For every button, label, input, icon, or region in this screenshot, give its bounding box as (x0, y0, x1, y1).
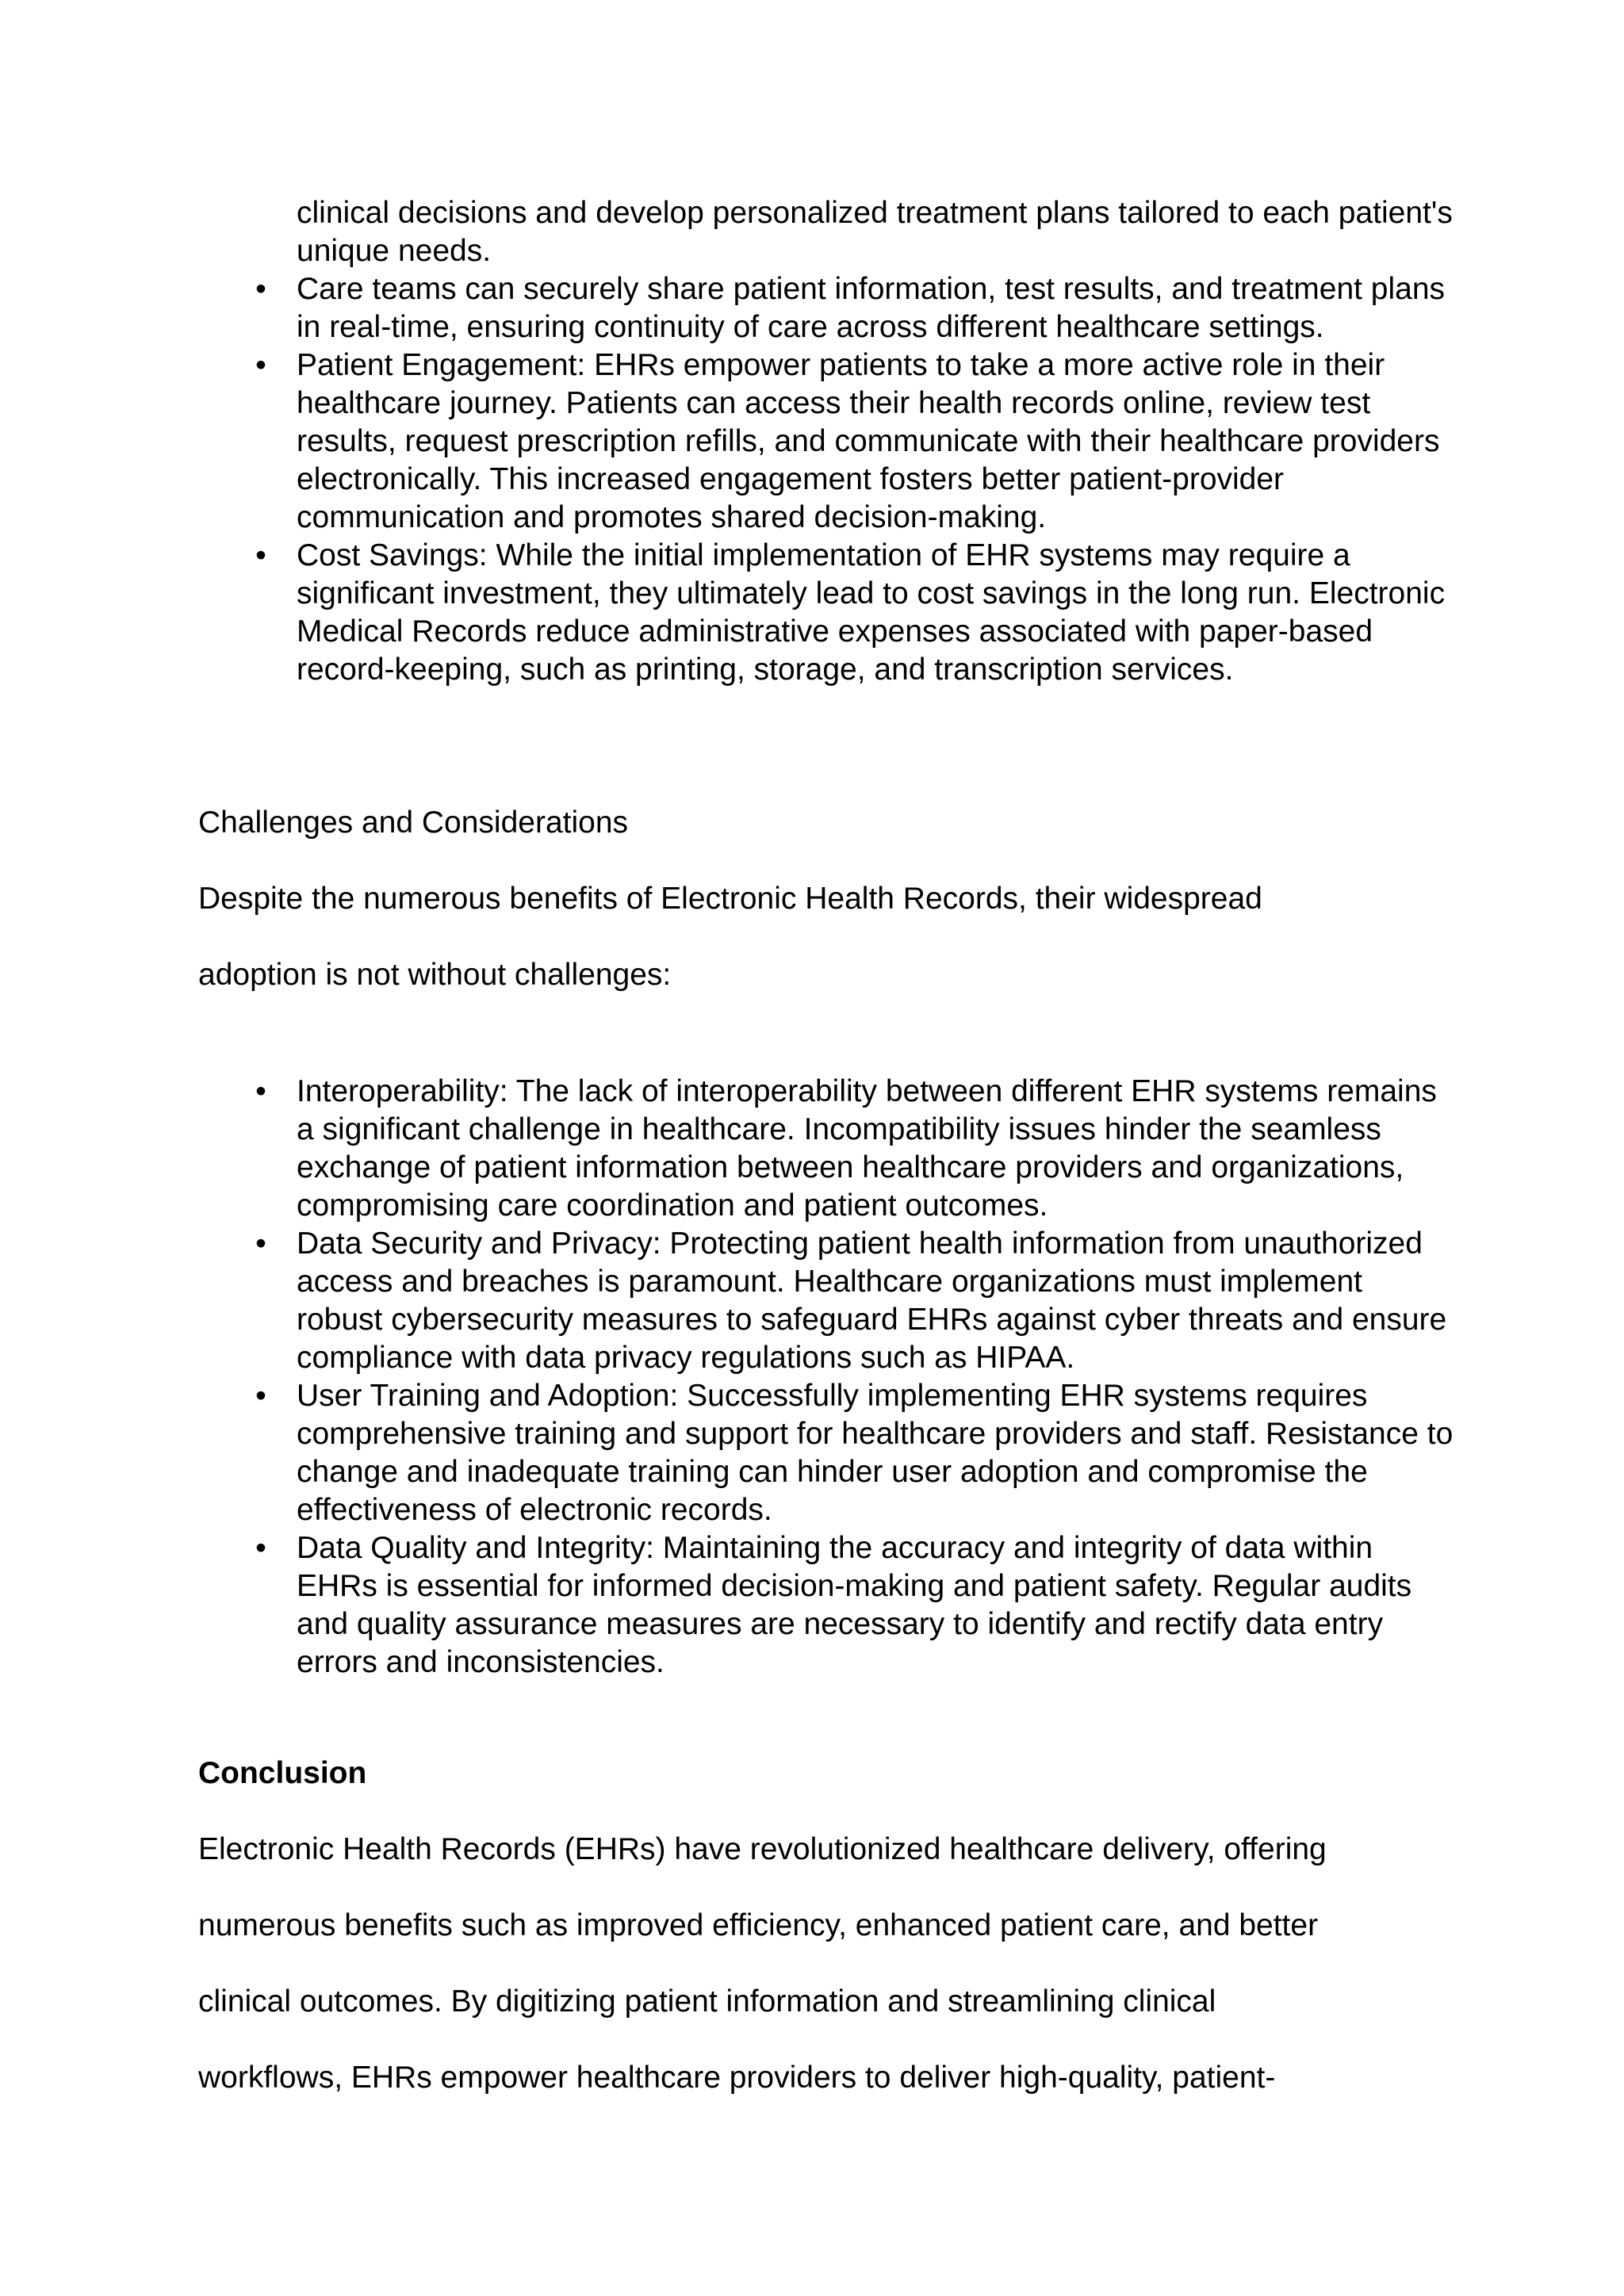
bullet-icon: • (255, 538, 266, 572)
list-item (0, 1073, 1454, 1225)
bullet-icon: • (255, 1379, 266, 1413)
list-item-text: Data Security and Privacy: Protecting patient health information from unauthorized access and breaches is paramount. Healthcare organizations must implement robust cybersecurity measures to safeguard EHRs against cyber threats and ensure compliance with data privacy regulations such as HIPAA. (297, 1226, 1447, 1375)
list-item-text: User Training and Adoption: Successfully implementing EHR systems requires comprehensive training and support for healthcare providers and staff. Resistance to change and inadequate training can hinder user adoption and compromise the effectiveness of electronic records. (297, 1379, 1454, 1527)
list-item-text: Care teams can securely share patient information, test results, and treatment plans in real-time, ensuring continuity of care across different healthcare settings. (297, 272, 1446, 344)
list-item-continuation (0, 194, 1454, 270)
list-item (0, 1225, 1454, 1377)
benefits-list (0, 194, 1624, 689)
bullet-icon: • (255, 1226, 266, 1261)
section-heading-challenges: Challenges and Considerations (198, 806, 629, 840)
list-item (0, 346, 1454, 537)
list-item-text: Cost Savings: While the initial implementation of EHR systems may require a significant investment, they ultimately lead to cost savings in the long run. Electronic Medical Records reduce administrative expenses associated with paper-based record-keeping, such as printing, storage, and transcription services. (297, 538, 1446, 687)
conclusion-line-1: Electronic Health Records (EHRs) have revolutionized healthcare delivery, offering (198, 1832, 1327, 1866)
list-item (0, 1377, 1454, 1529)
bullet-icon: • (255, 348, 266, 382)
challenges-intro-line-2: adoption is not without challenges: (198, 958, 672, 992)
bullet-icon: • (255, 1074, 266, 1108)
conclusion-line-2: numerous benefits such as improved efficiency, enhanced patient care, and better (198, 1908, 1319, 1942)
list-item (0, 270, 1454, 346)
conclusion-line-4: workflows, EHRs empower healthcare providers to deliver high-quality, patient- (198, 2061, 1276, 2095)
list-item (0, 1529, 1454, 1682)
list-item-text: Patient Engagement: EHRs empower patients to take a more active role in their healthcare journey. Patients can access their health records online, review test results, request prescription refills, and communicate with their healthcare providers electronically. This increased engagement fosters better patient-provider communication and promotes shared decision-making. (297, 348, 1440, 534)
challenges-intro-line-1: Despite the numerous benefits of Electronic Health Records, their widespread (198, 882, 1262, 916)
bullet-icon: • (255, 272, 266, 306)
bullet-icon: • (255, 1531, 266, 1565)
challenges-list (0, 1073, 1624, 1682)
conclusion-line-3: clinical outcomes. By digitizing patient information and streamlining clinical (198, 1984, 1216, 2019)
list-item (0, 537, 1454, 689)
list-item-text: Interoperability: The lack of interoperability between different EHR systems remains a significant challenge in healthcare. Incompatibility issues hinder the seamless exchange of patient information between healthcare providers and organizations, compromising care coordination and patient outcomes. (297, 1074, 1437, 1223)
list-item-text: clinical decisions and develop personalized treatment plans tailored to each patient's unique needs. (297, 196, 1453, 268)
list-item-text: Data Quality and Integrity: Maintaining the accuracy and integrity of data within EHRs is essential for informed decision-making and patient safety. Regular audits and quality assurance measures are necessary to identify and rectify data entry errors and inconsistencies. (297, 1531, 1412, 1679)
section-heading-conclusion: Conclusion (198, 1756, 367, 1790)
